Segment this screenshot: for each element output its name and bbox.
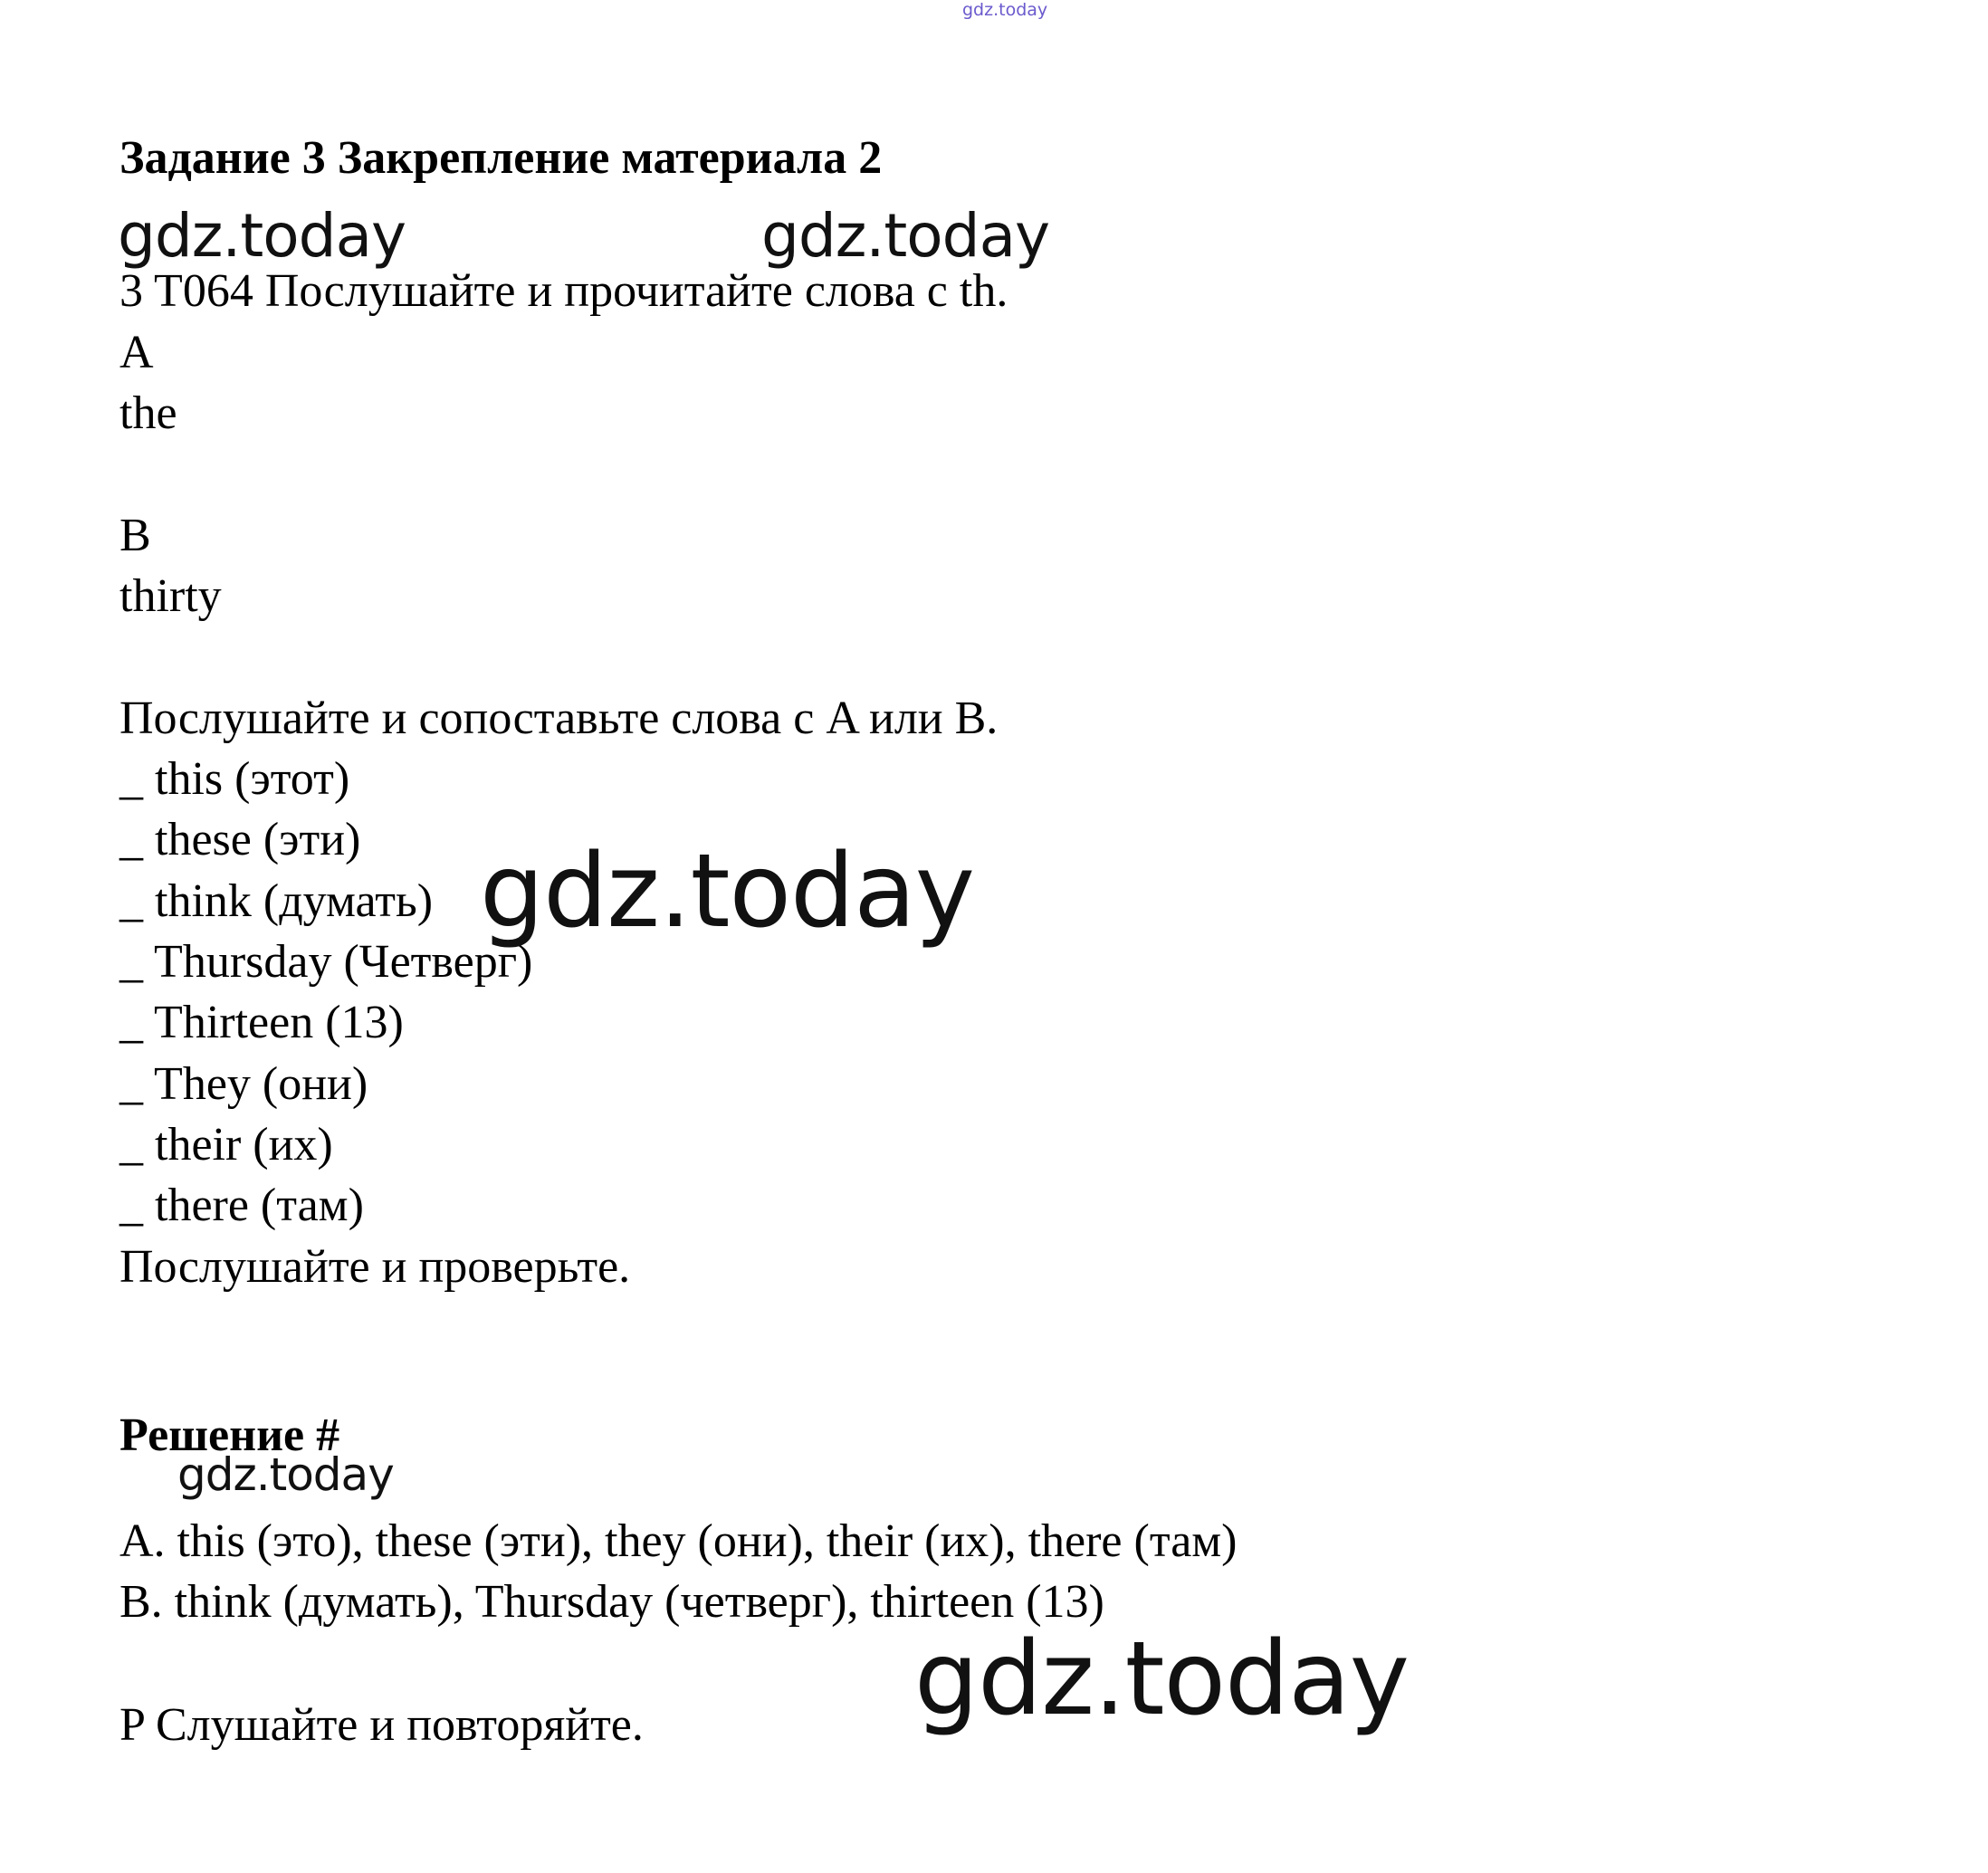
list-item: _ this (этот) <box>119 753 350 805</box>
repeat-instruction: P Слушайте и повторяйте. <box>119 1699 644 1751</box>
list-item: _ Thursday (Четверг) <box>119 936 533 988</box>
group-b-label: B <box>119 510 151 561</box>
list-item: _ these (эти) <box>119 814 361 865</box>
list-item: _ there (там) <box>119 1180 364 1231</box>
list-item: _ think (думать) <box>119 875 434 927</box>
check-instruction: Послушайте и проверьте. <box>119 1241 631 1293</box>
solution-title: Решение # <box>119 1410 340 1461</box>
match-instruction: Послушайте и сопоставьте слова с A или B. <box>119 693 999 744</box>
watermark: gdz.today <box>914 1620 1410 1738</box>
group-b-word: thirty <box>119 570 222 622</box>
top-watermark: gdz.today <box>962 0 1048 20</box>
list-item: _ Thirteen (13) <box>119 997 404 1048</box>
task-instruction: 3 T064 Послушайте и прочитайте слова с th. <box>119 265 1008 317</box>
task-title: Задание 3 Закрепление материала 2 <box>119 132 883 184</box>
answer-a: A. this (это), these (эти), they (они), their (их), there (там) <box>119 1515 1238 1567</box>
answer-b: B. think (думать), Thursday (четверг), thirteen (13) <box>119 1576 1104 1628</box>
watermark: gdz.today <box>480 833 975 951</box>
watermark: gdz.today <box>177 1448 394 1501</box>
list-item: _ their (их) <box>119 1119 333 1171</box>
group-a-word: the <box>119 387 177 439</box>
list-item: _ They (они) <box>119 1058 368 1110</box>
group-a-label: A <box>119 327 154 378</box>
watermark: gdz.today <box>118 201 406 271</box>
watermark: gdz.today <box>761 201 1050 271</box>
